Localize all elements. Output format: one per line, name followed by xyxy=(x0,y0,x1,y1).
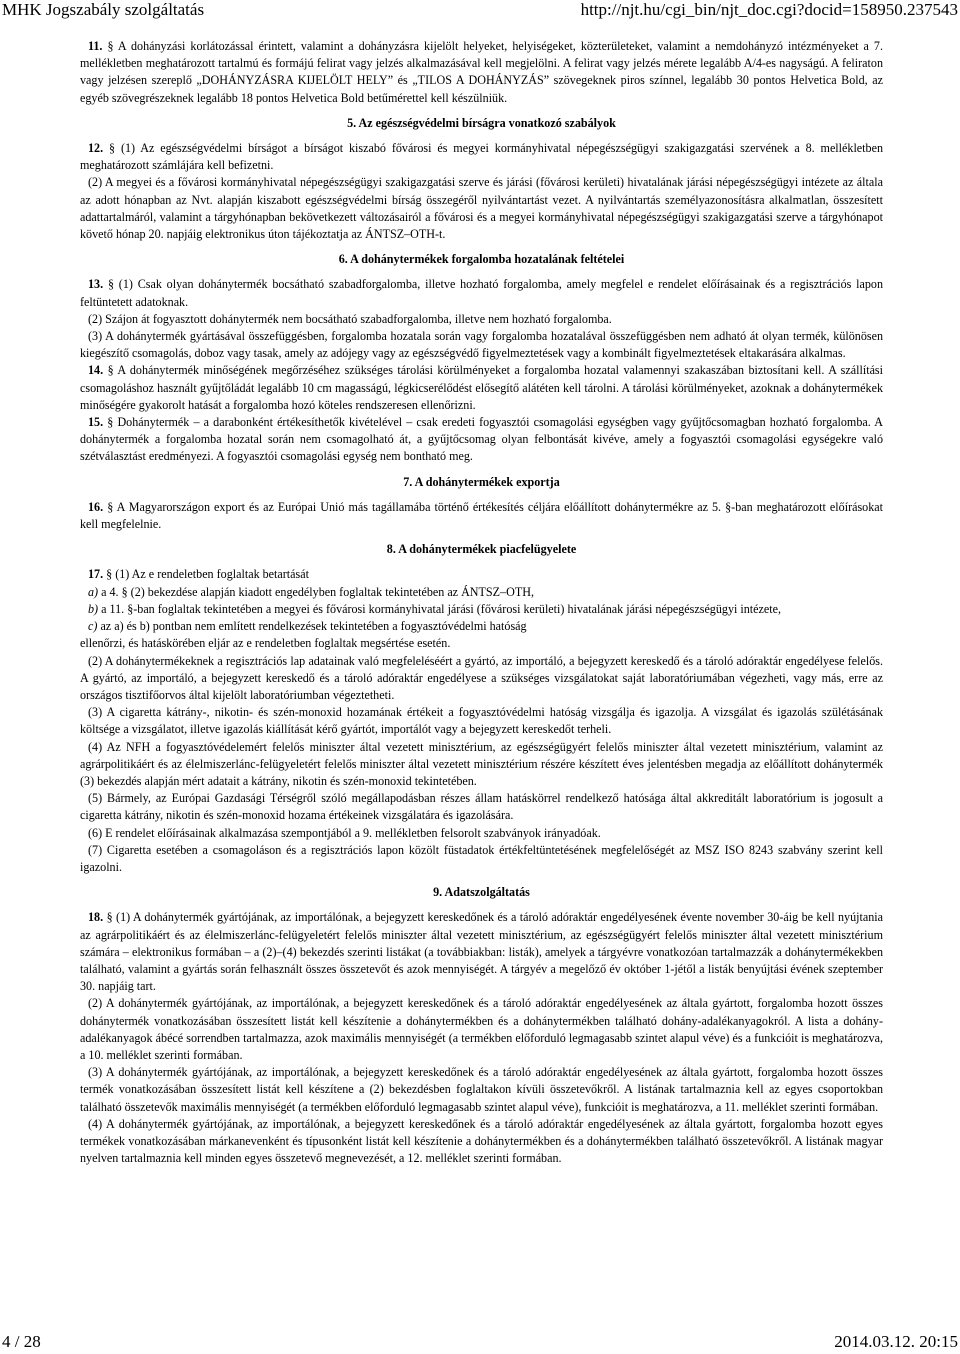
subparagraph: (2) A dohánytermék gyártójának, az importálónak, a bejegyzett kereskedőnek és a tároló adóraktár engedélyesének az általa gyártott, forgalomba hozott összes dohánytermék vonatkozásában összesített listát kell készítenie a dohánytermékben és a dohánytermékben található dohány-adalékanyagokról. A lista a dohány-adalékanyagok ábécé sorrendben tartalmazza, azok maximális mennyiségét (a termékben előforduló legmagasabb szintet alapul véve) és a funkcióit is meghatározva, a 10. melléklet szerinti formában. xyxy=(80,996,883,1062)
list-item xyxy=(80,601,883,618)
section-title: 9. Adatszolgáltatás xyxy=(433,885,530,900)
paragraph-text: § (1) A dohánytermék gyártójának, az importálónak, a bejegyzett kereskedőnek és a tároló adóraktár engedélyesének évente november 30-áig be kell nyújtania az agrárpolitikáért és az élelmiszerlánc-felügyeletért felelős miniszter által vezetett minisztérium, az egészségügyért felelős miniszter által vezetett minisztérium számára – elektronikus formában – a (2)–(4) bekezdés szerinti listákat (a továbbiakban: listák), amelyek a tárgyévre vonatkozóan tartalmazzák a dohánytermékekben található, valamint a gyártás során felhasznált összes összetevőt és azok mennyiségét. A tárgyév a megelőző év október 1-jétől a listák benyújtási évének szeptember 30. napjáig tart. xyxy=(80,910,883,994)
subparagraph: (2) Szájon át fogyasztott dohánytermék nem bocsátható szabadforgalomba, illetve nem hozható forgalomba. xyxy=(88,311,612,326)
list-item xyxy=(80,618,883,635)
subparagraph: (5) Bármely, az Európai Gazdasági Térségről szóló megállapodásban részes állam hatáskörrel rendelkező hatósága által akkreditált laboratórium is jogosult a cigaretta kátrány, nikotin és szén-monoxid hozama értékeinek vizsgálatára és igazolására. xyxy=(80,791,883,823)
list-item-letter: a) xyxy=(88,584,99,599)
section-number: 18. xyxy=(88,910,104,925)
section-paragraph xyxy=(80,362,883,414)
subparagraph: (2) A dohánytermékeknek a regisztrációs lap adatainak való megfeleléséért a gyártó, az importáló, a bejegyzett kereskedő és a tároló adóraktár engedélyese felelős. A gyártó, az importáló, a bejegyzett kereskedő és a tároló adóraktár engedélyese a szükséges vizsgálatokat saját laboratóriumában végezheti, vagy más, erre az országos tisztifőorvos által kijelölt laboratóriumban végeztetheti. xyxy=(80,653,883,702)
section-number: 11. xyxy=(88,39,103,53)
section-number: 13. xyxy=(88,277,104,292)
section-number: 12. xyxy=(88,141,104,156)
list-item-letter: c) xyxy=(88,619,98,634)
subparagraph: (4) A dohánytermék gyártójának, az importálónak, a bejegyzett kereskedőnek és a tároló adóraktár engedélyesének az általa gyártott, forgalomba hozott egyes termékek vonatkozásában márkanevenként és típusonként listát kell készítenie a dohánytermékben és a dohánytermékben található összetevőkről. A listának magyar nyelven tartalmaznia kell minden egyes összetevő megnevezését, a 12. melléklet szerinti formában. xyxy=(80,1116,883,1166)
subparagraph: (3) A dohánytermék gyártójának, az importálónak, a bejegyzett kereskedőnek és a tároló adóraktár engedélyesének az általa gyártott, forgalomba hozott összes termék vonatkozásában összesített listát kell készítene a (2) bekezdésben foglaltakon kívüli összetevőkről. A listának tartalmaznia kell az egyes csoportokban található összetevők maximális mennyiségét (a termékben előforduló legmagasabb szintet alapul véve), funkcióit is meghatározva, a 11. melléklet szerinti formában. xyxy=(80,1065,883,1114)
list-item-text: az a) és b) pontban nem említett rendelkezések tekintetében a fogyasztóvédelmi hatóság xyxy=(100,619,527,634)
list-item-letter: b) xyxy=(88,601,99,616)
section-title: 8. A dohánytermékek piacfelügyelete xyxy=(386,542,577,557)
list-item-text: a 4. § (2) bekezdése alapján kiadott engedélyben foglaltak tekintetében az ÁNTSZ–OTH, xyxy=(101,584,534,599)
section-paragraph xyxy=(80,499,883,533)
section-paragraph xyxy=(80,140,883,174)
section-paragraph xyxy=(80,276,883,310)
section-paragraph xyxy=(80,38,883,107)
paragraph-text: § (1) Az e rendeletben foglaltak betartását xyxy=(106,567,309,582)
paragraph-text: § A dohányzási korlátozással érintett, valamint a dohányzásra kijelölt helyeket, helyiségeket, közterületeket, valamint a nemdohányzó intézményeket a 7. mellékletben meghatározott tartalmú és formájú felirat vagy jelzés alkalmazásával kell megjelölni. A felirat vagy jelzés mérete legalább A/4-es nagyságú. A feliraton vagy jelzésen szereplő „DOHÁNYZÁSRA KIJELÖLT HELY” és „TILOS A DOHÁNYZÁS” szövegeknek piros színnel, legalább 30 pontos Helvetica Bold, az egyéb szövegrészeknek legalább 18 pontos Helvetica Bold betűmérettel kell készülniük. xyxy=(80,39,883,105)
paragraph-text: § (1) Csak olyan dohánytermék bocsátható szabadforgalomba, illetve hozható forgalomba, amely megfelel e rendelet előírásainak és a regisztrációs lapon feltüntetett adatoknak. xyxy=(80,277,884,309)
document-body xyxy=(80,38,883,1167)
paragraph-text: § Dohánytermék – a darabonként értékesíthetők kivételével – csak eredeti fogyasztói csomagolási egységben vagy gyűjtőcsomagban hozható forgalomba. A dohánytermék a forgalomba hozatal során nem csomagolható át, a gyűjtőcsomag olyan felbontását kivéve, amely a fogyasztói csomagolási egységekre való szétválasztást eredményezi. A fogyasztói csomagolási egység nem bontható meg. xyxy=(80,415,883,464)
subparagraph: (3) A dohánytermék gyártásával összefüggésben, forgalomba hozatala során vagy forgalomba hozatalával összefüggésben nem adható át olyan termék, különösen kiegészítő csomagolás, doboz vagy tasak, amely az adójegy vagy az egészségvédő figyelmeztetések vagy a kombinált figyelmeztetések eltakarására alkalmas. xyxy=(80,329,883,361)
section-paragraph xyxy=(80,909,883,995)
subparagraph: (6) E rendelet előírásainak alkalmazása szempontjából a 9. mellékletben felsorolt szabványok irányadóak. xyxy=(88,825,601,840)
print-timestamp: 2014.03.12. 20:15 xyxy=(834,1332,958,1351)
section-title: 6. A dohánytermékek forgalomba hozatalának feltételei xyxy=(338,252,625,267)
section-paragraph xyxy=(80,414,883,466)
paragraph-continuation: ellenőrzi, és hatáskörében eljár az e rendeletben foglaltak megsértése esetén. xyxy=(80,636,451,651)
subparagraph: (4) Az NFH a fogyasztóvédelemért felelős miniszter által vezetett minisztérium, az egészségügyért felelős miniszter által vezetett minisztérium, valamint az agrárpolitikáért és az élelmiszerlánc-felügyeletért felelős miniszter által vezetett minisztérium részére készített éves jelentésben megadja az előállított dohánytermék (3) bekezdés alapján mért adatait a kátrány, nikotin és szén-monoxid tekintetében. xyxy=(80,739,883,788)
list-item xyxy=(80,584,883,601)
page-number: 4 / 28 xyxy=(2,1332,41,1351)
section-number: 17. xyxy=(88,567,104,582)
section-number: 15. xyxy=(88,415,104,430)
paragraph-text: § A dohánytermék minőségének megőrzéséhez szükséges tárolási körülményeket a forgalomba hozatal valamennyi szakaszában biztosítani kell. A szállítási csomagoláshoz használt gyűjtőládát legalább 10 cm magasságú, légkicserélődést elősegítő alátéten kell tárolni. A tárolási körülményeket, azoknak a dohánytermékek minőségére gyakorolt hatását a forgalomba hozó köteles rendszeresen ellenőrizni. xyxy=(80,363,884,412)
section-title: 7. A dohánytermékek exportja xyxy=(403,474,560,489)
subparagraph: (2) A megyei és a fővárosi kormányhivatal népegészségügyi szakigazgatási szerve és járási (fővárosi kerületi) hivatalának járási népegészségügyi intézete az általa az adott hónapban az Nvt. alapján kiszabott egészségvédelmi bírság összegéről nyilvántartást vezet. A nyilvántartás személyazonosításra alkalmatlan, összesített adattartalmáról, valamint a tárgyhónapban bekövetkezett változásairól a fővárosi és a megyei kormányhivatal népegészségügyi szakigazgatási szerve a tárgyhónapot követő hónap 20. napjáig elektronikus úton tájékoztatja az ÁNTSZ–OTH-t. xyxy=(80,175,883,242)
paragraph-text: § A Magyarországon export és az Európai Unió más tagállamába történő értékesítés céljára előállított dohánytermékre az 5. §-ban meghatározott előírásokat kell megfelelnie. xyxy=(80,499,883,532)
section-paragraph xyxy=(80,566,883,583)
subparagraph: (3) A cigaretta kátrány-, nikotin- és szén-monoxid hozamának értékeit a fogyasztóvédelmi hatóság vizsgálja és igazolja. A vizsgálat és igazolás szülétásának költsége a vizsgálatot, illetve igazolás kiállítását kérő gyártót, importálót vagy a bejegyzett kereskedőt terheli. xyxy=(80,705,883,737)
section-title: 5. Az egészségvédelmi bírságra vonatkozó szabályok xyxy=(347,115,616,130)
subparagraph: (7) Cigaretta esetében a csomagoláson és a regisztrációs lapon közölt füstadatok értékfeltüntetésének megfelelőségét az MSZ ISO 8243 szabvány szerint kell igazolni. xyxy=(80,842,883,874)
list-item-text: a 11. §-ban foglaltak tekintetében a megyei és fővárosi kormányhivatal járási (fővárosi kerületi) hivatalának járási népegészségügyi intézete, xyxy=(101,601,782,616)
header-source: MHK Jogszabály szolgáltatás xyxy=(2,0,205,19)
section-number: 16. xyxy=(88,499,104,514)
section-number: 14. xyxy=(88,363,104,378)
paragraph-text: § (1) Az egészségvédelmi bírságot a bírságot kiszabó fővárosi és megyei kormányhivatal népegészségügyi szakigazgatási szervének a 8. mellékletben meghatározott számlájára kell befizetni. xyxy=(80,141,883,173)
header-url[interactable]: http://njt.hu/cgi_bin/njt_doc.cgi?docid=158950.237543 xyxy=(580,0,958,19)
